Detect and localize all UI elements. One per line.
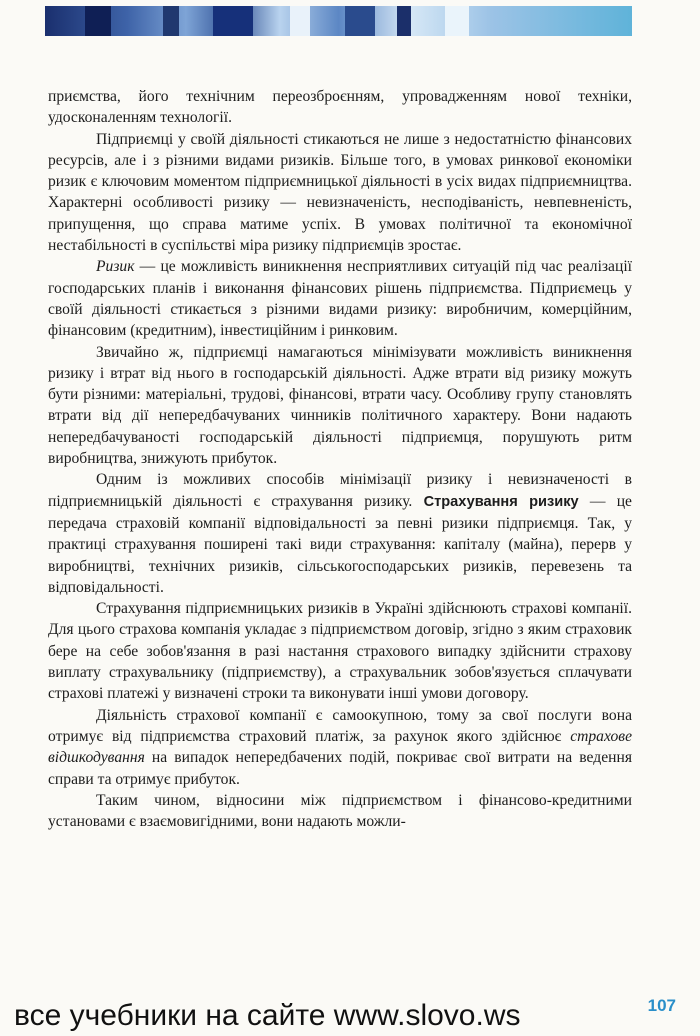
header-banner: [45, 6, 632, 36]
text-run: Діяльність страхової компанії є самоокупною, тому за свої послуги вона отримує від підприємства страховий платіж, за рахунок якого здійснює: [48, 706, 632, 745]
text-run: Звичайно ж, підприємці намагаються мінімізувати можливість виникнення ризику і втрат від нього в господарській діяльності. Адже втрати від ризику можуть бути різними: матеріальні, трудові, фінансові, втрати часу. Особливу групу становлять втрати від дії непередбачуваних чинників політичного характеру. Вони надають непередбачуваності господарській діяльності підприємця, порушують ритм виробництва, знижують прибуток.: [48, 343, 632, 468]
text-run: Одним із можливих способів мінімізації ризику і невизначеності в підприємницькій діяльності є страхування ризику.: [48, 471, 632, 510]
text-run: на випадок непередбачених подій, покриває свої витрати на ведення справи та отримує прибуток.: [48, 749, 632, 788]
text-run: Підприємці у своїй діяльності стикаються не лише з недостатністю фінансових ресурсів, але і з різними видами ризиків. Більше того, в умовах ринкової економіки ризик є ключовим моментом підприємницької діяльності в усіх видах підприємництва. Характерні особливості ризику — невизначеність, несподіваність, невпевненість, припущення, що справа матиме успіх. В умовах політичної та економічної нестабільності в суспільстві міра ризику підприємців зростає.: [48, 130, 632, 255]
term-bold: Страхування ризику: [423, 493, 579, 510]
paragraph: [48, 342, 632, 470]
paragraph: [48, 598, 632, 704]
paragraph: [48, 469, 632, 598]
text-run: — це можливість виникнення несприятливих ситуацій під час реалізації господарських планів і виконання фінансових рішень підприємства. Підприємець у своїй діяльності стикається з різними видами ризику: виробничим, комерційним, фінансовим (кредитним), інвестиційним і ринковим.: [48, 258, 632, 340]
document-body: [48, 86, 632, 832]
text-run: Страхування підприємницьких ризиків в Україні здійснюють страхові компанії. Для цього страхова компанія укладає з підприємством договір, згідно з яким страховик бере на себе зобов'язання в разі настання страхового випадку здійснити страхову виплату страхувальнику (підприємству), а страхувальник зобов'язується сплачувати страхові платежі у визначені строки та виконувати інші умови договору.: [48, 600, 632, 703]
paragraph: [48, 86, 632, 129]
text-run: Таким чином, відносини між підприємством і фінансово-кредитними установами є взаємовигідними, вони надають можли-: [48, 791, 632, 831]
term-italic: Ризик: [96, 258, 135, 276]
page-number: 107: [647, 996, 676, 1015]
footer-watermark-banner: все учебники на сайте www.slovo.ws: [14, 999, 521, 1032]
term-italic: страхове відшкодування: [48, 727, 632, 767]
paragraph: [48, 790, 632, 833]
text-run: приємства, його технічним переозброєнням, упровадженням нової техніки, удосконаленням технології.: [48, 88, 632, 127]
paragraph: [48, 705, 632, 790]
paragraph: [48, 129, 632, 257]
paragraph: [48, 256, 632, 341]
text-run: — це передача страховій компанії відповідальності за певні ризики підприємця. Так, у практиці страхування поширені такі види страхування: капіталу (майна), перерв у виробництві, технічних ризиків, сільськогосподарських ризиків, перевезень та відповідальності.: [48, 492, 632, 596]
